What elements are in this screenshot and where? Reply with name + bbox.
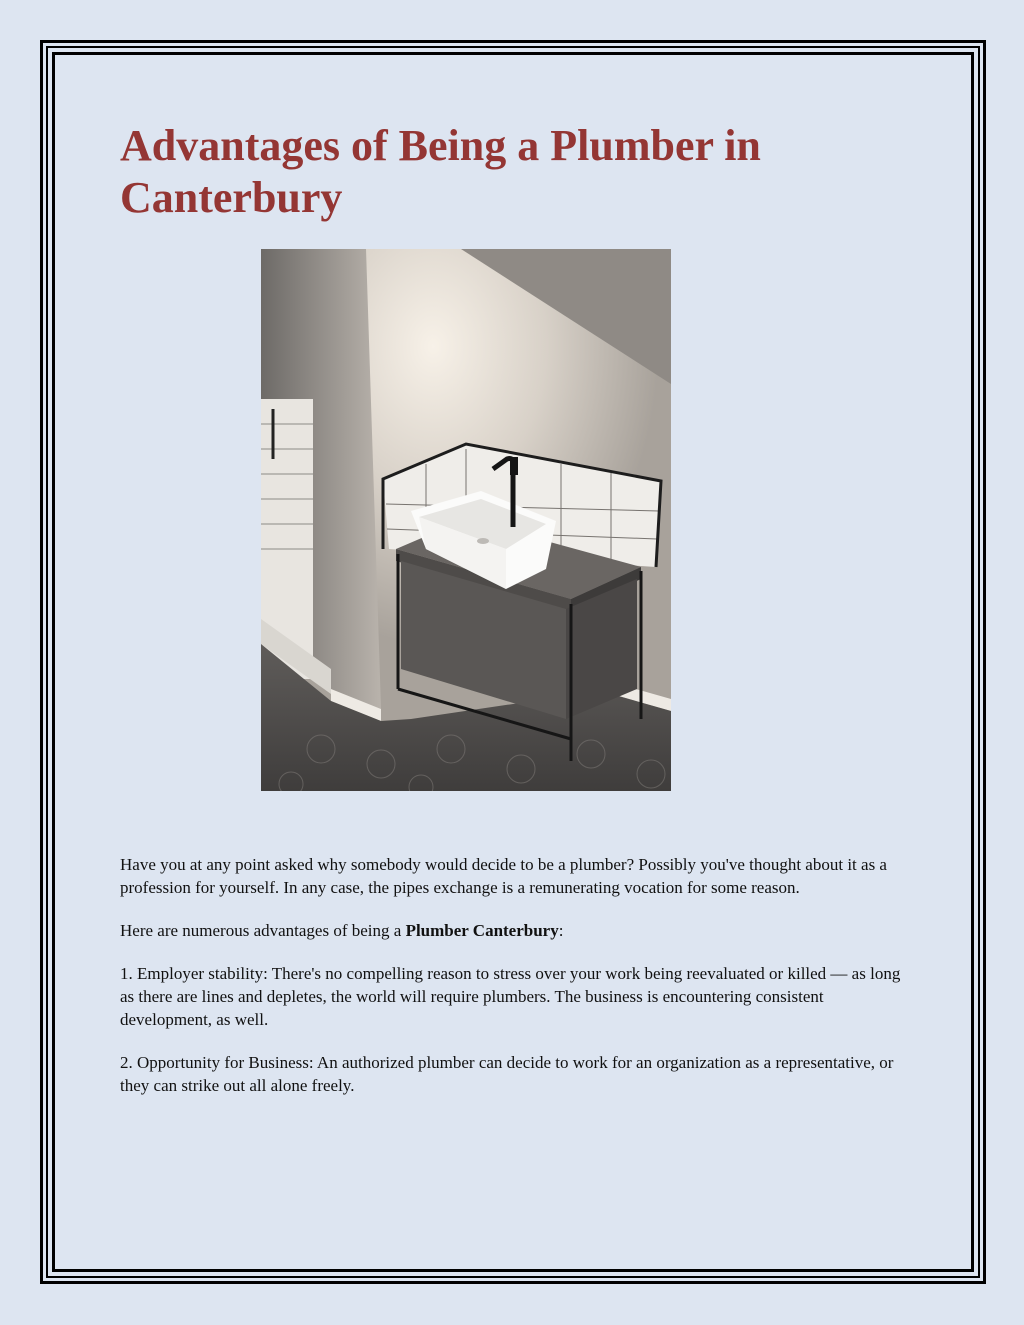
lead-punctuation: : xyxy=(558,921,564,940)
lead-keyword: Plumber Canterbury xyxy=(405,921,559,940)
point-2-paragraph: 2. Opportunity for Business: An authorized plumber can decide to work for an organization as a representative, or they can strike out all alone freely. xyxy=(120,1053,894,1095)
article-body xyxy=(120,853,910,1117)
document-title: Advantages of Being a Plumber in Canterbury xyxy=(120,121,761,222)
bathroom-vanity-photo xyxy=(261,249,671,791)
lead-text: Here are numerous advantages of being a xyxy=(120,921,406,940)
intro-paragraph: Have you at any point asked why somebody would decide to be a plumber? Possibly you've thought about it as a profession for yourself. In any case, the pipes exchange is a remunerating vocation for some reason. xyxy=(120,855,887,897)
lead-paragraph xyxy=(120,919,910,942)
point-1-paragraph: 1. Employer stability: There's no compelling reason to stress over your work being reevaluated or killed — as long as there are lines and depletes, the world will require plumbers. The business is encountering consistent development, as well. xyxy=(120,964,901,1029)
